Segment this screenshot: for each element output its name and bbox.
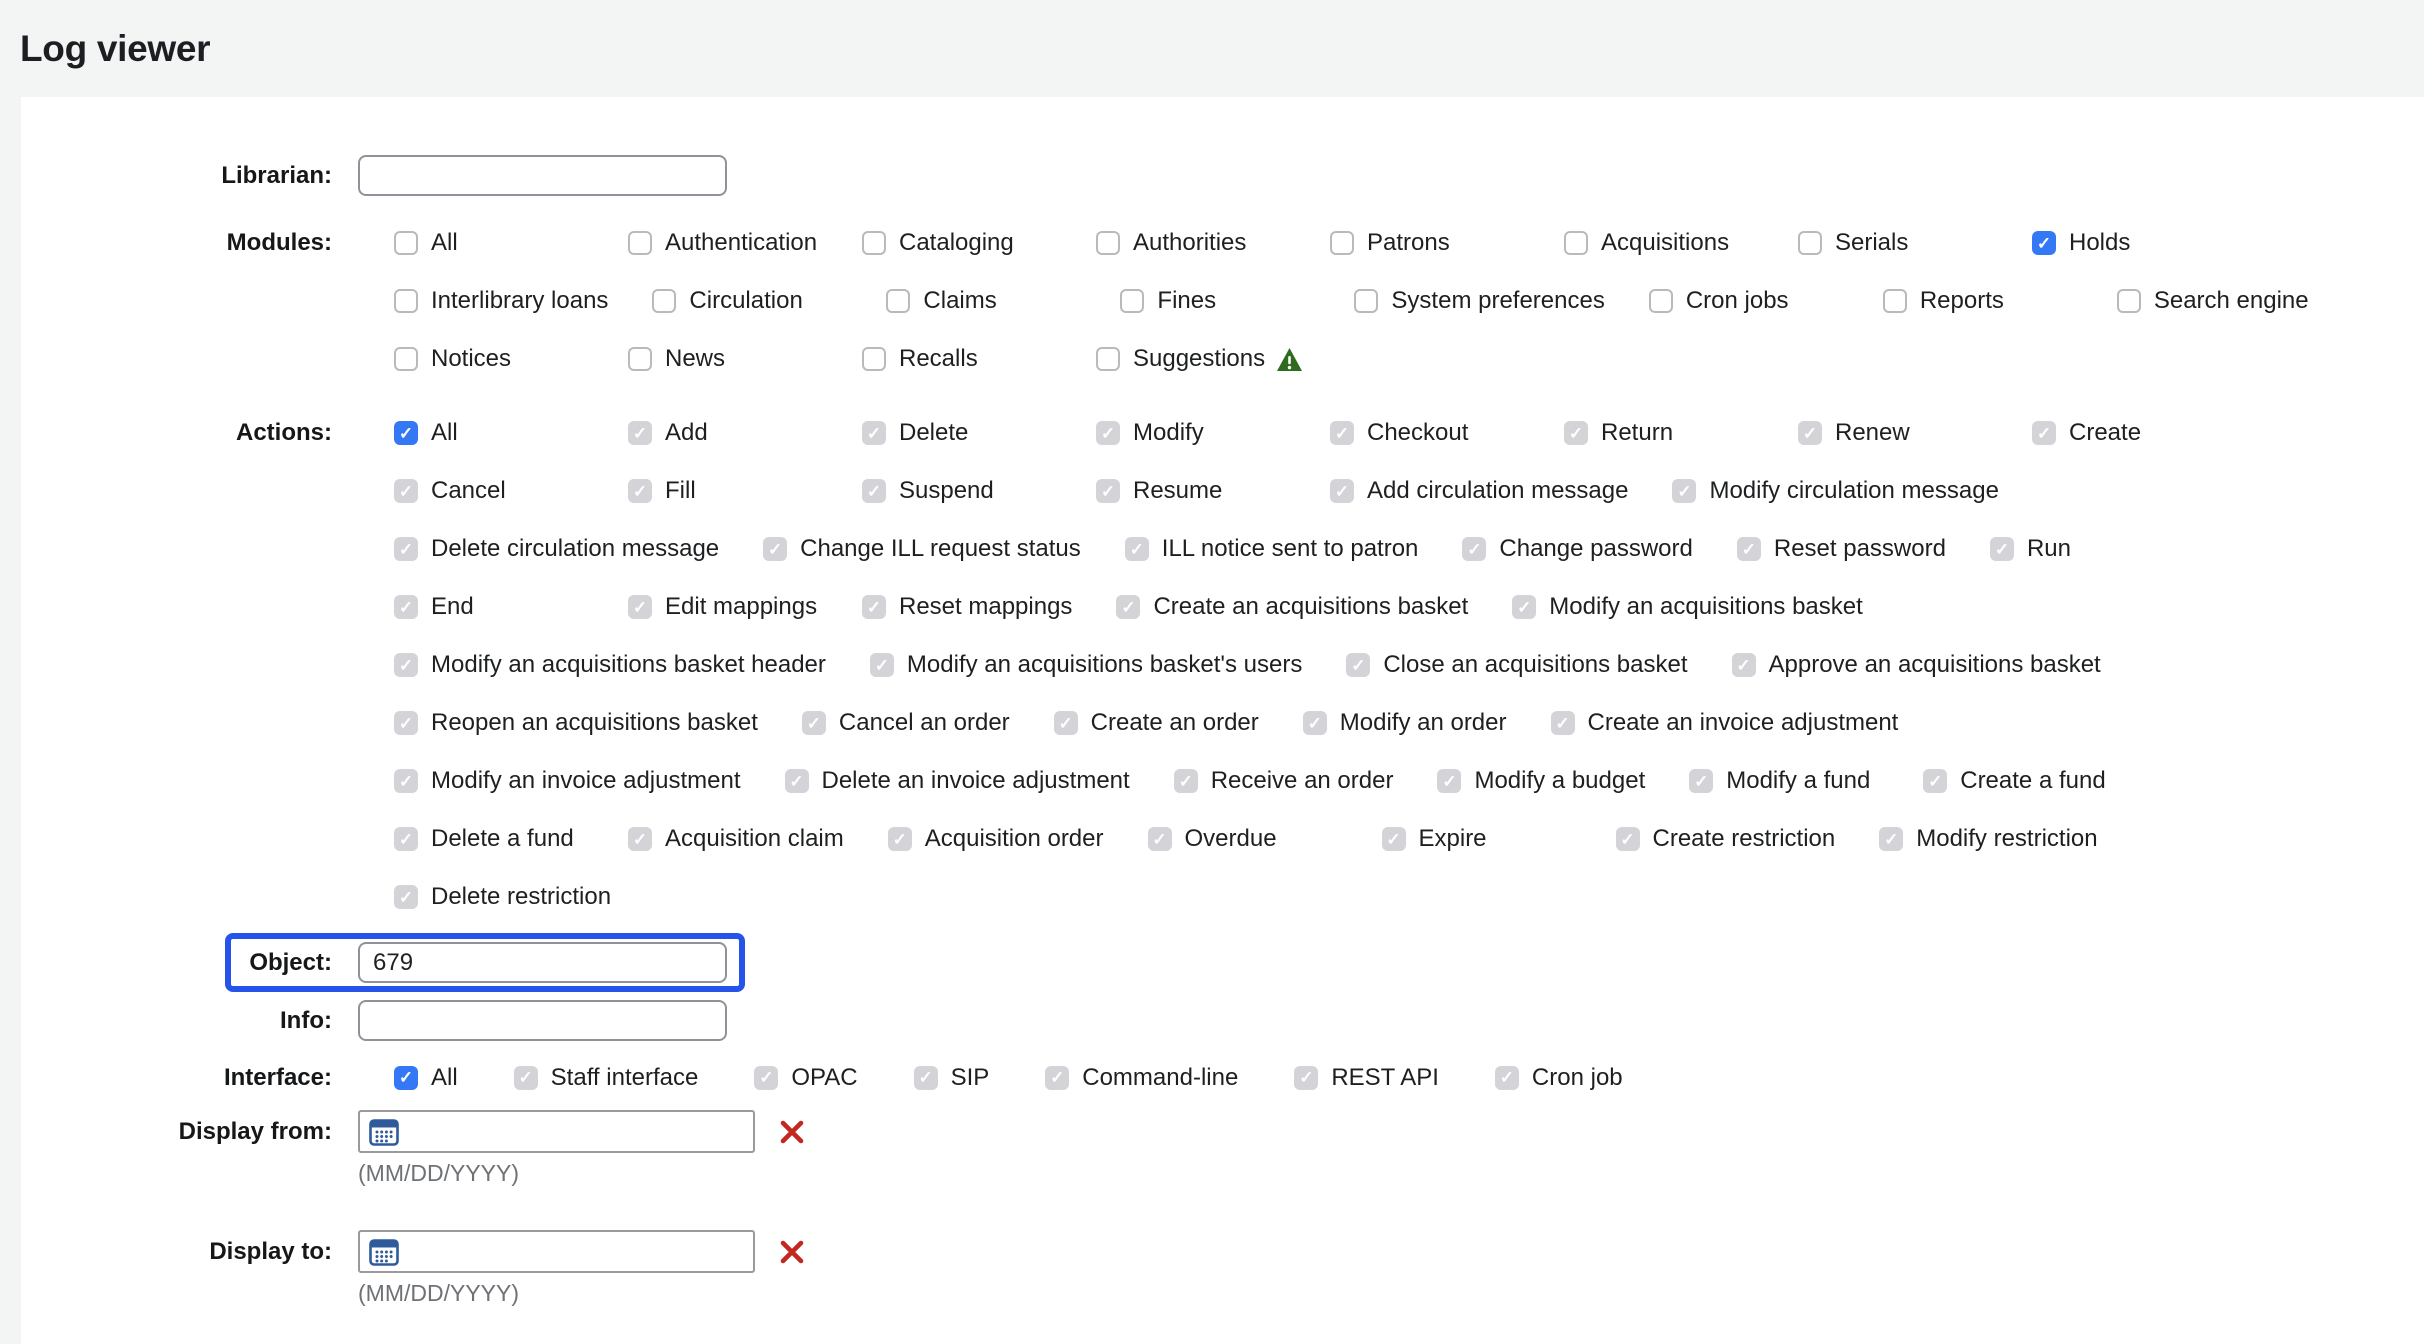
- checkbox-indicator[interactable]: ✓: [394, 479, 418, 503]
- date-format-hint: (MM/DD/YYYY): [358, 1279, 519, 1306]
- checkbox-label: Cancel an order: [838, 709, 1010, 736]
- checkbox-label: Authorities: [1133, 229, 1247, 256]
- date-format-hint: (MM/DD/YYYY): [358, 1159, 519, 1186]
- checkbox-all[interactable]: [394, 419, 584, 447]
- checkbox-label: Notices: [431, 345, 512, 372]
- checkbox-label: Reset password: [1773, 535, 1946, 562]
- checkbox-reports[interactable]: [1883, 287, 2073, 315]
- checkbox-indicator[interactable]: ✓: [1616, 827, 1640, 851]
- checkbox-label: Modify restriction: [1916, 825, 2098, 852]
- modules-label: Modules:: [226, 229, 332, 256]
- warning-icon: [1276, 347, 1303, 372]
- checkbox-cataloging[interactable]: [862, 229, 1052, 257]
- checkbox-indicator[interactable]: ✓: [1148, 827, 1172, 851]
- checkbox-label: Delete: [899, 419, 969, 446]
- checkbox-label: Acquisition claim: [665, 825, 844, 852]
- checkbox-checkout[interactable]: [1330, 419, 1520, 447]
- calendar-icon[interactable]: [369, 1238, 399, 1266]
- info-label: Info:: [280, 1006, 332, 1034]
- interface-label: Interface:: [223, 1063, 332, 1091]
- checkbox-indicator[interactable]: ✓: [628, 421, 652, 445]
- checkbox-indicator[interactable]: ✓: [763, 537, 787, 561]
- checkbox-indicator[interactable]: ✓: [628, 827, 652, 851]
- checkbox-holds[interactable]: [2032, 229, 2222, 257]
- checkbox-staff-interface[interactable]: [514, 1064, 699, 1092]
- actions-checkbox-row: [394, 694, 2266, 752]
- checkbox-indicator[interactable]: ✓: [1330, 421, 1354, 445]
- checkbox-modify[interactable]: [1096, 419, 1286, 447]
- checkbox-indicator[interactable]: ✓: [394, 827, 418, 851]
- checkbox-indicator[interactable]: [628, 347, 652, 371]
- log-viewer-form: [21, 97, 2424, 1344]
- checkbox-indicator[interactable]: [1120, 289, 1144, 313]
- checkbox-delete-restriction[interactable]: [394, 883, 611, 911]
- checkbox-approve-an-acquisitions-basket[interactable]: [1732, 651, 2101, 679]
- checkbox-label: Add circulation message: [1367, 477, 1629, 504]
- actions-checkbox-row: [394, 520, 2266, 578]
- checkbox-ill-notice-sent-to-patron[interactable]: [1125, 535, 1419, 563]
- checkbox-label: News: [665, 345, 726, 372]
- display-to-row: [21, 1230, 2424, 1273]
- checkbox-label: Acquisitions: [1601, 229, 1730, 256]
- checkbox-modify-an-invoice-adjustment[interactable]: [394, 767, 741, 795]
- checkbox-indicator[interactable]: [652, 289, 676, 313]
- checkbox-label: Add: [665, 419, 708, 446]
- object-label: Object:: [249, 948, 332, 976]
- checkbox-indicator[interactable]: [394, 231, 418, 255]
- checkbox-label: All: [431, 1063, 458, 1091]
- checkbox-create[interactable]: [2032, 419, 2222, 447]
- checkbox-indicator[interactable]: ✓: [1798, 421, 1822, 445]
- checkbox-receive-an-order[interactable]: [1174, 767, 1394, 795]
- checkbox-fines[interactable]: [1120, 287, 1310, 315]
- checkbox-modify-circulation-message[interactable]: [1672, 477, 1998, 505]
- checkbox-label: Modify a budget: [1474, 767, 1646, 794]
- checkbox-label: Run: [2026, 535, 2071, 562]
- checkbox-add-circulation-message[interactable]: [1330, 477, 1628, 505]
- checkbox-label: Serials: [1835, 229, 1909, 256]
- librarian-label: Librarian:: [221, 161, 332, 189]
- display-to-label: Display to:: [209, 1237, 332, 1265]
- checkbox-create-a-fund[interactable]: [1923, 767, 2113, 795]
- checkbox-label: Modify an acquisitions basket: [1549, 593, 1863, 620]
- checkbox-label: Change ILL request status: [800, 535, 1081, 562]
- checkbox-indicator[interactable]: ✓: [1054, 711, 1078, 735]
- checkbox-return[interactable]: [1564, 419, 1754, 447]
- checkbox-label: Renew: [1835, 419, 1910, 446]
- checkbox-all[interactable]: [394, 229, 584, 257]
- checkbox-label: Overdue: [1184, 825, 1277, 852]
- page-header: [0, 0, 2424, 97]
- checkbox-label: Delete a fund: [431, 825, 574, 852]
- checkbox-indicator[interactable]: [1564, 231, 1588, 255]
- checkbox-label: Cron jobs: [1685, 287, 1789, 314]
- checkbox-indicator[interactable]: ✓: [1096, 479, 1120, 503]
- checkbox-label: Modify: [1133, 419, 1204, 446]
- checkbox-cron-jobs[interactable]: [1649, 287, 1839, 315]
- checkbox-indicator[interactable]: [628, 231, 652, 255]
- checkbox-modify-an-acquisitions-basket[interactable]: [1512, 593, 1863, 621]
- checkbox-delete-a-fund[interactable]: [394, 825, 584, 853]
- actions-checkboxes: [358, 404, 2266, 926]
- checkbox-indicator[interactable]: ✓: [394, 421, 418, 445]
- actions-checkbox-row: [394, 462, 2266, 520]
- page-title: Log viewer: [20, 27, 211, 69]
- checkbox-indicator[interactable]: ✓: [1564, 421, 1588, 445]
- checkbox-resume[interactable]: [1096, 477, 1286, 505]
- actions-checkbox-row: [394, 810, 2266, 868]
- checkbox-label: Interlibrary loans: [431, 287, 609, 314]
- checkbox-label: Authentication: [665, 229, 818, 256]
- checkbox-close-an-acquisitions-basket[interactable]: [1346, 651, 1687, 679]
- checkbox-claims[interactable]: [886, 287, 1076, 315]
- actions-label: Actions:: [236, 419, 332, 446]
- display-from-input[interactable]: [358, 1110, 755, 1153]
- checkbox-notices[interactable]: [394, 345, 584, 373]
- checkbox-label: Create a fund: [1960, 767, 2106, 794]
- checkbox-fill[interactable]: [628, 477, 818, 505]
- checkbox-indicator[interactable]: ✓: [862, 595, 886, 619]
- checkbox-indicator[interactable]: ✓: [1382, 827, 1406, 851]
- modules-checkbox-row: [394, 272, 2353, 330]
- checkbox-indicator[interactable]: ✓: [1294, 1066, 1318, 1090]
- checkbox-indicator[interactable]: ✓: [888, 827, 912, 851]
- object-row: [21, 933, 2424, 992]
- checkbox-indicator[interactable]: ✓: [1346, 653, 1370, 677]
- actions-checkbox-row: [394, 404, 2266, 462]
- checkbox-circulation[interactable]: [652, 287, 842, 315]
- checkbox-label: Cron job: [1531, 1063, 1623, 1091]
- checkbox-label: Approve an acquisitions basket: [1768, 651, 2101, 678]
- librarian-row: [21, 155, 2424, 196]
- checkbox-label: Command-line: [1082, 1063, 1239, 1091]
- checkbox-label: Change password: [1499, 535, 1693, 562]
- checkbox-indicator[interactable]: [886, 289, 910, 313]
- checkbox-label: Modify circulation message: [1709, 477, 1999, 504]
- checkbox-label: Modify a fund: [1726, 767, 1871, 794]
- checkbox-indicator[interactable]: ✓: [1689, 769, 1713, 793]
- checkbox-modify-restriction[interactable]: [1879, 825, 2097, 853]
- checkbox-label: Fines: [1157, 287, 1217, 314]
- checkbox-indicator[interactable]: ✓: [1462, 537, 1486, 561]
- checkbox-create-an-order[interactable]: [1054, 709, 1259, 737]
- display-to-input[interactable]: [358, 1230, 755, 1273]
- actions-checkbox-row: [394, 578, 2266, 636]
- checkbox-label: Claims: [923, 287, 997, 314]
- checkbox-label: Modify an order: [1339, 709, 1507, 736]
- checkbox-rest-api[interactable]: [1294, 1064, 1439, 1092]
- checkbox-label: Modify an acquisitions basket header: [431, 651, 826, 678]
- display-from-label: Display from:: [178, 1117, 332, 1145]
- actions-checkbox-row: [394, 752, 2266, 810]
- checkbox-label: Suspend: [899, 477, 994, 504]
- checkbox-label: Reopen an acquisitions basket: [431, 709, 758, 736]
- checkbox-indicator[interactable]: ✓: [1045, 1066, 1069, 1090]
- checkbox-label: REST API: [1331, 1063, 1439, 1091]
- checkbox-indicator[interactable]: ✓: [1923, 769, 1947, 793]
- checkbox-indicator[interactable]: ✓: [394, 711, 418, 735]
- checkbox-label: Circulation: [689, 287, 803, 314]
- checkbox-acquisition-order[interactable]: [888, 825, 1104, 853]
- checkbox-indicator[interactable]: [1883, 289, 1907, 313]
- checkbox-indicator[interactable]: ✓: [1495, 1066, 1519, 1090]
- checkbox-indicator[interactable]: [1354, 289, 1378, 313]
- calendar-icon[interactable]: [369, 1118, 399, 1146]
- checkbox-label: SIP: [950, 1063, 990, 1091]
- modules-checkbox-row: [394, 330, 2353, 388]
- info-input[interactable]: [358, 1000, 727, 1041]
- checkbox-indicator[interactable]: ✓: [2032, 231, 2056, 255]
- checkbox-authentication[interactable]: [628, 229, 818, 257]
- checkbox-modify-an-acquisitions-basket-header[interactable]: [394, 651, 826, 679]
- checkbox-indicator[interactable]: ✓: [394, 653, 418, 677]
- checkbox-acquisition-claim[interactable]: [628, 825, 844, 853]
- checkbox-reset-mappings[interactable]: [862, 593, 1072, 621]
- checkbox-modify-an-order[interactable]: [1303, 709, 1507, 737]
- checkbox-label: Acquisition order: [924, 825, 1104, 852]
- checkbox-add[interactable]: [628, 419, 818, 447]
- checkbox-indicator[interactable]: ✓: [754, 1066, 778, 1090]
- checkbox-indicator[interactable]: [1096, 347, 1120, 371]
- checkbox-indicator[interactable]: ✓: [1737, 537, 1761, 561]
- checkbox-sip[interactable]: [914, 1064, 990, 1092]
- checkbox-indicator[interactable]: ✓: [394, 885, 418, 909]
- checkbox-indicator[interactable]: ✓: [514, 1066, 538, 1090]
- checkbox-indicator[interactable]: ✓: [1512, 595, 1536, 619]
- checkbox-news[interactable]: [628, 345, 818, 373]
- checkbox-label: OPAC: [791, 1063, 858, 1091]
- checkbox-change-ill-request-status[interactable]: [763, 535, 1081, 563]
- checkbox-modify-an-acquisitions-basket-s-users[interactable]: [870, 651, 1302, 679]
- checkbox-indicator[interactable]: [394, 347, 418, 371]
- checkbox-indicator[interactable]: ✓: [1732, 653, 1756, 677]
- checkbox-label: Cataloging: [899, 229, 1014, 256]
- checkbox-indicator[interactable]: ✓: [394, 769, 418, 793]
- checkbox-indicator[interactable]: ✓: [862, 421, 886, 445]
- checkbox-suggestions[interactable]: [1096, 345, 1303, 373]
- checkbox-expire[interactable]: [1382, 825, 1572, 853]
- checkbox-opac[interactable]: [754, 1064, 857, 1092]
- actions-checkbox-row: [394, 636, 2266, 694]
- checkbox-modify-a-budget[interactable]: [1437, 767, 1645, 795]
- checkbox-indicator[interactable]: ✓: [1303, 711, 1327, 735]
- checkbox-cancel-an-order[interactable]: [802, 709, 1010, 737]
- checkbox-label: Patrons: [1367, 229, 1450, 256]
- librarian-input[interactable]: [358, 155, 727, 196]
- checkbox-indicator[interactable]: [862, 231, 886, 255]
- checkbox-create-an-acquisitions-basket[interactable]: [1116, 593, 1468, 621]
- checkbox-label: Staff interface: [550, 1063, 699, 1091]
- checkbox-label: Checkout: [1367, 419, 1469, 446]
- checkbox-label: Delete restriction: [431, 883, 612, 910]
- checkbox-label: Search engine: [2153, 287, 2309, 314]
- checkbox-indicator[interactable]: [1330, 231, 1354, 255]
- checkbox-label: Create restriction: [1652, 825, 1836, 852]
- display-to-hint-row: [21, 1279, 2424, 1307]
- checkbox-all[interactable]: [394, 1064, 458, 1092]
- checkbox-indicator[interactable]: ✓: [1330, 479, 1354, 503]
- checkbox-edit-mappings[interactable]: [628, 593, 818, 621]
- checkbox-change-password[interactable]: [1462, 535, 1692, 563]
- checkbox-run[interactable]: [1990, 535, 2180, 563]
- checkbox-indicator[interactable]: ✓: [1174, 769, 1198, 793]
- checkbox-indicator[interactable]: ✓: [914, 1066, 938, 1090]
- checkbox-indicator[interactable]: [1798, 231, 1822, 255]
- clear-date-icon[interactable]: [779, 1119, 805, 1145]
- checkbox-indicator[interactable]: ✓: [1551, 711, 1575, 735]
- checkbox-indicator[interactable]: ✓: [1990, 537, 2014, 561]
- actions-group: [21, 404, 2424, 926]
- checkbox-indicator[interactable]: ✓: [1096, 421, 1120, 445]
- checkbox-modify-a-fund[interactable]: [1689, 767, 1879, 795]
- checkbox-indicator[interactable]: ✓: [628, 479, 652, 503]
- checkbox-label: Create an invoice adjustment: [1587, 709, 1899, 736]
- interface-row: [21, 1057, 2424, 1098]
- checkbox-indicator[interactable]: ✓: [785, 769, 809, 793]
- checkbox-label: Suggestions: [1133, 345, 1266, 372]
- checkbox-indicator[interactable]: ✓: [1437, 769, 1461, 793]
- checkbox-system-preferences[interactable]: [1354, 287, 1604, 315]
- checkbox-indicator[interactable]: ✓: [394, 595, 418, 619]
- checkbox-delete[interactable]: [862, 419, 1052, 447]
- checkbox-indicator[interactable]: ✓: [862, 479, 886, 503]
- object-input[interactable]: [358, 942, 727, 983]
- checkbox-label: Resume: [1133, 477, 1223, 504]
- checkbox-label: Reset mappings: [899, 593, 1073, 620]
- interface-checkboxes: [358, 1057, 1679, 1098]
- checkbox-label: Return: [1601, 419, 1674, 446]
- checkbox-overdue[interactable]: [1148, 825, 1338, 853]
- display-from-hint-row: [21, 1159, 2424, 1187]
- checkbox-create-an-invoice-adjustment[interactable]: [1551, 709, 1899, 737]
- checkbox-indicator[interactable]: [394, 289, 418, 313]
- checkbox-acquisitions[interactable]: [1564, 229, 1754, 257]
- checkbox-indicator[interactable]: [862, 347, 886, 371]
- checkbox-label: Expire: [1418, 825, 1487, 852]
- checkbox-reopen-an-acquisitions-basket[interactable]: [394, 709, 758, 737]
- checkbox-indicator[interactable]: ✓: [1125, 537, 1149, 561]
- checkbox-label: Modify an acquisitions basket's users: [906, 651, 1303, 678]
- checkbox-indicator[interactable]: [1096, 231, 1120, 255]
- checkbox-label: All: [431, 229, 458, 256]
- checkbox-cancel[interactable]: [394, 477, 584, 505]
- checkbox-command-line[interactable]: [1045, 1064, 1238, 1092]
- checkbox-label: All: [431, 419, 458, 446]
- info-row: [21, 1000, 2424, 1041]
- checkbox-label: ILL notice sent to patron: [1161, 535, 1419, 562]
- checkbox-label: Edit mappings: [665, 593, 818, 620]
- checkbox-recalls[interactable]: [862, 345, 1052, 373]
- checkbox-indicator[interactable]: ✓: [2032, 421, 2056, 445]
- checkbox-indicator[interactable]: ✓: [394, 537, 418, 561]
- checkbox-indicator[interactable]: ✓: [1672, 479, 1696, 503]
- checkbox-indicator[interactable]: ✓: [1116, 595, 1140, 619]
- checkbox-patrons[interactable]: [1330, 229, 1520, 257]
- checkbox-label: Holds: [2069, 229, 2131, 256]
- checkbox-create-restriction[interactable]: [1616, 825, 1836, 853]
- checkbox-interlibrary-loans[interactable]: [394, 287, 608, 315]
- checkbox-indicator[interactable]: [1649, 289, 1673, 313]
- checkbox-label: Cancel: [431, 477, 506, 504]
- modules-group: [21, 214, 2424, 388]
- checkbox-authorities[interactable]: [1096, 229, 1286, 257]
- checkbox-label: Receive an order: [1210, 767, 1394, 794]
- modules-checkbox-row: [394, 214, 2353, 272]
- checkbox-cron-job[interactable]: [1495, 1064, 1623, 1092]
- checkbox-indicator[interactable]: ✓: [802, 711, 826, 735]
- actions-checkbox-row: [394, 868, 2266, 926]
- checkbox-serials[interactable]: [1798, 229, 1988, 257]
- checkbox-delete-circulation-message[interactable]: [394, 535, 719, 563]
- modules-checkboxes: [358, 214, 2353, 388]
- checkbox-label: Modify an invoice adjustment: [431, 767, 741, 794]
- checkbox-label: Create an acquisitions basket: [1153, 593, 1469, 620]
- checkbox-indicator[interactable]: ✓: [870, 653, 894, 677]
- checkbox-indicator[interactable]: [2117, 289, 2141, 313]
- checkbox-label: End: [431, 593, 474, 620]
- checkbox-label: Close an acquisitions basket: [1383, 651, 1688, 678]
- checkbox-reset-password[interactable]: [1737, 535, 1946, 563]
- display-from-row: [21, 1110, 2424, 1153]
- checkbox-label: Reports: [1919, 287, 2004, 314]
- checkbox-indicator[interactable]: ✓: [1879, 827, 1903, 851]
- checkbox-indicator[interactable]: ✓: [628, 595, 652, 619]
- checkbox-label: Delete an invoice adjustment: [821, 767, 1130, 794]
- checkbox-indicator[interactable]: ✓: [394, 1066, 418, 1090]
- checkbox-label: Fill: [665, 477, 696, 504]
- checkbox-end[interactable]: [394, 593, 584, 621]
- checkbox-label: Create: [2069, 419, 2142, 446]
- checkbox-label: Create an order: [1090, 709, 1259, 736]
- checkbox-label: Recalls: [899, 345, 978, 372]
- checkbox-renew[interactable]: [1798, 419, 1988, 447]
- clear-date-icon[interactable]: [779, 1239, 805, 1265]
- checkbox-label: Delete circulation message: [431, 535, 720, 562]
- checkbox-suspend[interactable]: [862, 477, 1052, 505]
- checkbox-label: System preferences: [1391, 287, 1605, 314]
- checkbox-delete-an-invoice-adjustment[interactable]: [785, 767, 1130, 795]
- checkbox-search-engine[interactable]: [2117, 287, 2309, 315]
